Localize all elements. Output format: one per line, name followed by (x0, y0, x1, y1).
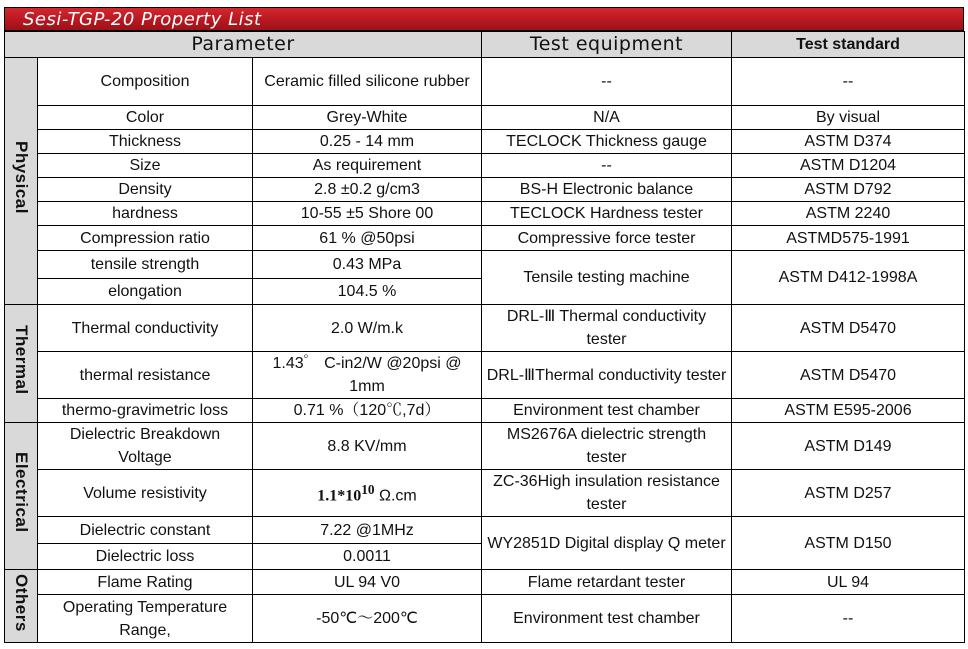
test-equipment: DRL-Ⅲ Thermal conductivity tester (482, 305, 732, 352)
table-row (5, 202, 965, 226)
category-label: Physical (12, 141, 31, 214)
test-standard: ASTM D5470 (732, 352, 965, 399)
parameter-name: Dielectric loss (38, 544, 253, 570)
test-standard: -- (732, 58, 965, 106)
test-equipment: DRL-ⅢThermal conductivity tester (482, 352, 732, 399)
test-standard: ASTMD575-1991 (732, 226, 965, 251)
sheet-title: Sesi-TGP-20 Property List (23, 9, 262, 30)
test-equipment: Environment test chamber (482, 595, 732, 643)
test-standard: ASTM D374 (732, 130, 965, 154)
test-equipment: WY2851D Digital display Q meter (482, 517, 732, 570)
parameter-name: elongation (38, 279, 253, 305)
parameter-name: Compression ratio (38, 226, 253, 251)
parameter-value: 1.43゜ C-in2/W @20psi @ 1mm (253, 352, 482, 399)
parameter-name: Density (38, 178, 253, 202)
test-standard: ASTM D792 (732, 178, 965, 202)
test-equipment: TECLOCK Thickness gauge (482, 130, 732, 154)
header-equipment: Test equipment (482, 32, 732, 58)
parameter-value: 2.0 W/m.k (253, 305, 482, 352)
category-others (5, 570, 38, 643)
parameter-name: Color (38, 106, 253, 130)
test-standard: ASTM D149 (732, 423, 965, 470)
parameter-name: Thermal conductivity (38, 305, 253, 352)
test-standard: UL 94 (732, 570, 965, 595)
test-equipment: Flame retardant tester (482, 570, 732, 595)
category-thermal (5, 305, 38, 423)
parameter-value: 0.71 %（120℃,7d） (253, 399, 482, 423)
parameter-value: 2.8 ±0.2 g/cm3 (253, 178, 482, 202)
parameter-value (253, 470, 482, 517)
header-parameter: Parameter (5, 32, 482, 58)
parameter-name: Volume resistivity (38, 470, 253, 517)
parameter-value: Ceramic filled silicone rubber (253, 58, 482, 106)
table-row (5, 595, 965, 643)
header-row (5, 32, 965, 58)
parameter-value: 0.25 - 14 mm (253, 130, 482, 154)
test-equipment: Compressive force tester (482, 226, 732, 251)
test-equipment: -- (482, 154, 732, 178)
table-row (5, 130, 965, 154)
test-equipment: TECLOCK Hardness tester (482, 202, 732, 226)
parameter-name: thermo-gravimetric loss (38, 399, 253, 423)
value-unit: Ω.cm (374, 487, 417, 505)
parameter-name: Thickness (38, 130, 253, 154)
parameter-value: 8.8 KV/mm (253, 423, 482, 470)
table-row (5, 352, 965, 399)
test-standard: ASTM E595-2006 (732, 399, 965, 423)
test-standard: ASTM D412-1998A (732, 251, 965, 305)
parameter-value: 7.22 @1MHz (253, 517, 482, 544)
test-standard: ASTM D257 (732, 470, 965, 517)
category-label: Others (12, 573, 31, 632)
header-standard: Test standard (732, 32, 965, 58)
table-row (5, 470, 965, 517)
table-row (5, 226, 965, 251)
category-electrical (5, 423, 38, 570)
parameter-name: Size (38, 154, 253, 178)
table-row (5, 106, 965, 130)
parameter-value: 0.0011 (253, 544, 482, 570)
value-exponent: 10 (361, 482, 375, 498)
test-standard: By visual (732, 106, 965, 130)
parameter-value: 10-55 ±5 Shore 00 (253, 202, 482, 226)
parameter-value: UL 94 V0 (253, 570, 482, 595)
title-bar (4, 7, 964, 31)
table-row (5, 517, 965, 544)
parameter-name: Composition (38, 58, 253, 106)
category-physical (5, 58, 38, 305)
parameter-value: As requirement (253, 154, 482, 178)
parameter-value: 104.5 % (253, 279, 482, 305)
parameter-value: 0.43 MPa (253, 251, 482, 279)
test-equipment: Environment test chamber (482, 399, 732, 423)
parameter-name: Flame Rating (38, 570, 253, 595)
test-standard: ASTM D5470 (732, 305, 965, 352)
test-equipment: N/A (482, 106, 732, 130)
test-equipment: Tensile testing machine (482, 251, 732, 305)
table-row (5, 399, 965, 423)
parameter-name: thermal resistance (38, 352, 253, 399)
test-standard: ASTM 2240 (732, 202, 965, 226)
parameter-name: Dielectric Breakdown Voltage (38, 423, 253, 470)
parameter-value: 61 % @50psi (253, 226, 482, 251)
table-row (5, 154, 965, 178)
parameter-name: hardness (38, 202, 253, 226)
parameter-name: Dielectric constant (38, 517, 253, 544)
parameter-value: -50℃～200℃ (253, 595, 482, 643)
table-row (5, 305, 965, 352)
test-equipment: ZC-36High insulation resistance tester (482, 470, 732, 517)
table-row (5, 58, 965, 106)
test-standard: ASTM D150 (732, 517, 965, 570)
table-row (5, 423, 965, 470)
test-equipment: -- (482, 58, 732, 106)
table-row (5, 251, 965, 279)
table-row (5, 570, 965, 595)
parameter-name: tensile strength (38, 251, 253, 279)
test-equipment: MS2676A dielectric strength tester (482, 423, 732, 470)
category-label: Thermal (12, 325, 31, 395)
test-standard: ASTM D1204 (732, 154, 965, 178)
property-table (4, 31, 965, 643)
table-row (5, 178, 965, 202)
category-label: Electrical (12, 452, 31, 533)
parameter-value: Grey-White (253, 106, 482, 130)
parameter-name: Operating Temperature Range, (38, 595, 253, 643)
test-standard: -- (732, 595, 965, 643)
value-base: 1.1*10 (317, 487, 362, 505)
test-equipment: BS-H Electronic balance (482, 178, 732, 202)
